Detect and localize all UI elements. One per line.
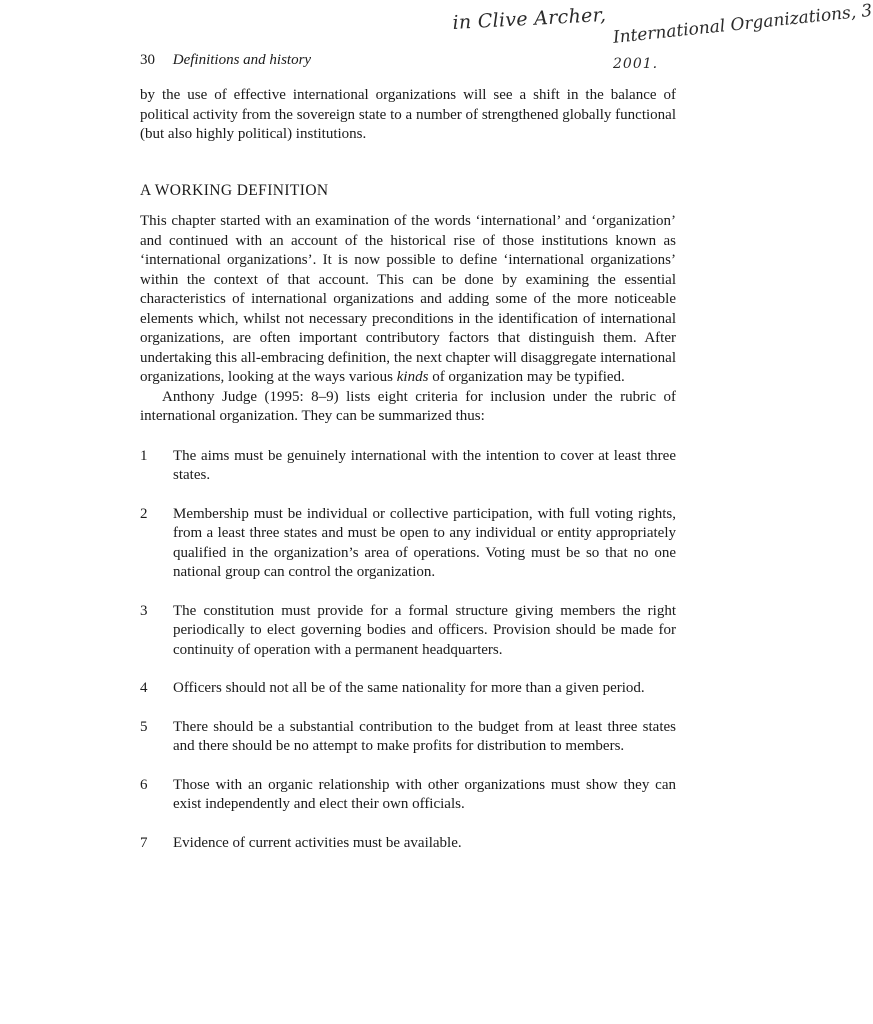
list-item (140, 834, 676, 854)
item-text: Those with an organic relationship with other organizations must show they can exist independently and elect their own officials. (173, 776, 676, 812)
item-number: 2 (140, 505, 148, 522)
handwritten-annotation-source: in Clive Archer, (452, 3, 607, 34)
item-number: 7 (140, 834, 148, 851)
item-text: The constitution must provide for a formal structure giving members the right periodically to elect governing bodies and officers. Provision should be made for continuity of operation with a permanent headquarters. (173, 602, 676, 658)
list-item (140, 776, 676, 815)
item-number: 6 (140, 776, 148, 793)
item-number: 3 (140, 602, 148, 619)
list-item (140, 447, 676, 486)
running-title: Definitions and history (172, 52, 312, 68)
criteria-list (140, 447, 676, 854)
paragraph-text: of organization may be typified. (432, 369, 625, 385)
handwritten-annotation-title: International Organizations, 3 (612, 0, 873, 48)
page-content (140, 86, 676, 872)
item-text: Officers should not all be of the same nationality for more than a given period. (173, 680, 645, 696)
section-paragraph-1 (140, 212, 676, 388)
page-number: 30 (140, 52, 155, 68)
section-paragraph-2: Anthony Judge (1995: 8–9) lists eight criteria for inclusion under the rubric of international organization. They can be summarized thus: (140, 388, 676, 424)
item-text: Evidence of current activities must be available. (173, 834, 462, 851)
list-item (140, 718, 676, 757)
item-text: There should be a substantial contribution to the budget from at least three states and there should be no attempt to make profits for distribution to members. (173, 718, 676, 754)
emphasis-text: kinds (396, 369, 429, 385)
item-number: 4 (140, 680, 148, 696)
list-item (140, 602, 676, 661)
item-text: The aims must be genuinely international with the intention to cover at least three states. (173, 447, 676, 483)
item-number: 5 (140, 718, 148, 735)
intro-paragraph: by the use of effective international organizations will see a shift in the balance of political activity from the sovereign state to a number of strengthened globally functional (but also highly political) institutions. (140, 87, 676, 142)
paragraph-text: This chapter started with an examination of the words ‘international’ and ‘organization’ and continued with an account of the historical rise of those institutions known as ‘international organizations’. It is now possible to define ‘international organizations’ within the context of that account. This can be done by examining the essential characteristics of international organizations and adding some of the more noticeable elements which, whilst not necessary preconditions in the identification of international organizations, are often important contributory factors that distinguish them. After undertaking this all-embracing definition, the next chapter will disaggregate international organizations, looking at the ways various (140, 213, 676, 385)
handwritten-annotation-year: 2001. (613, 56, 659, 72)
running-header (140, 52, 311, 69)
list-item (140, 679, 676, 699)
item-text: Membership must be individual or collective participation, with full voting rights, from a least three states and must be open to any individual or entity appropriately qualified in the organization’s area of operations. Voting must be so that no one national group can control the organization. (173, 505, 676, 580)
list-item (140, 505, 676, 583)
item-number: 1 (140, 447, 148, 464)
section-heading: A WORKING DEFINITION (140, 181, 329, 199)
